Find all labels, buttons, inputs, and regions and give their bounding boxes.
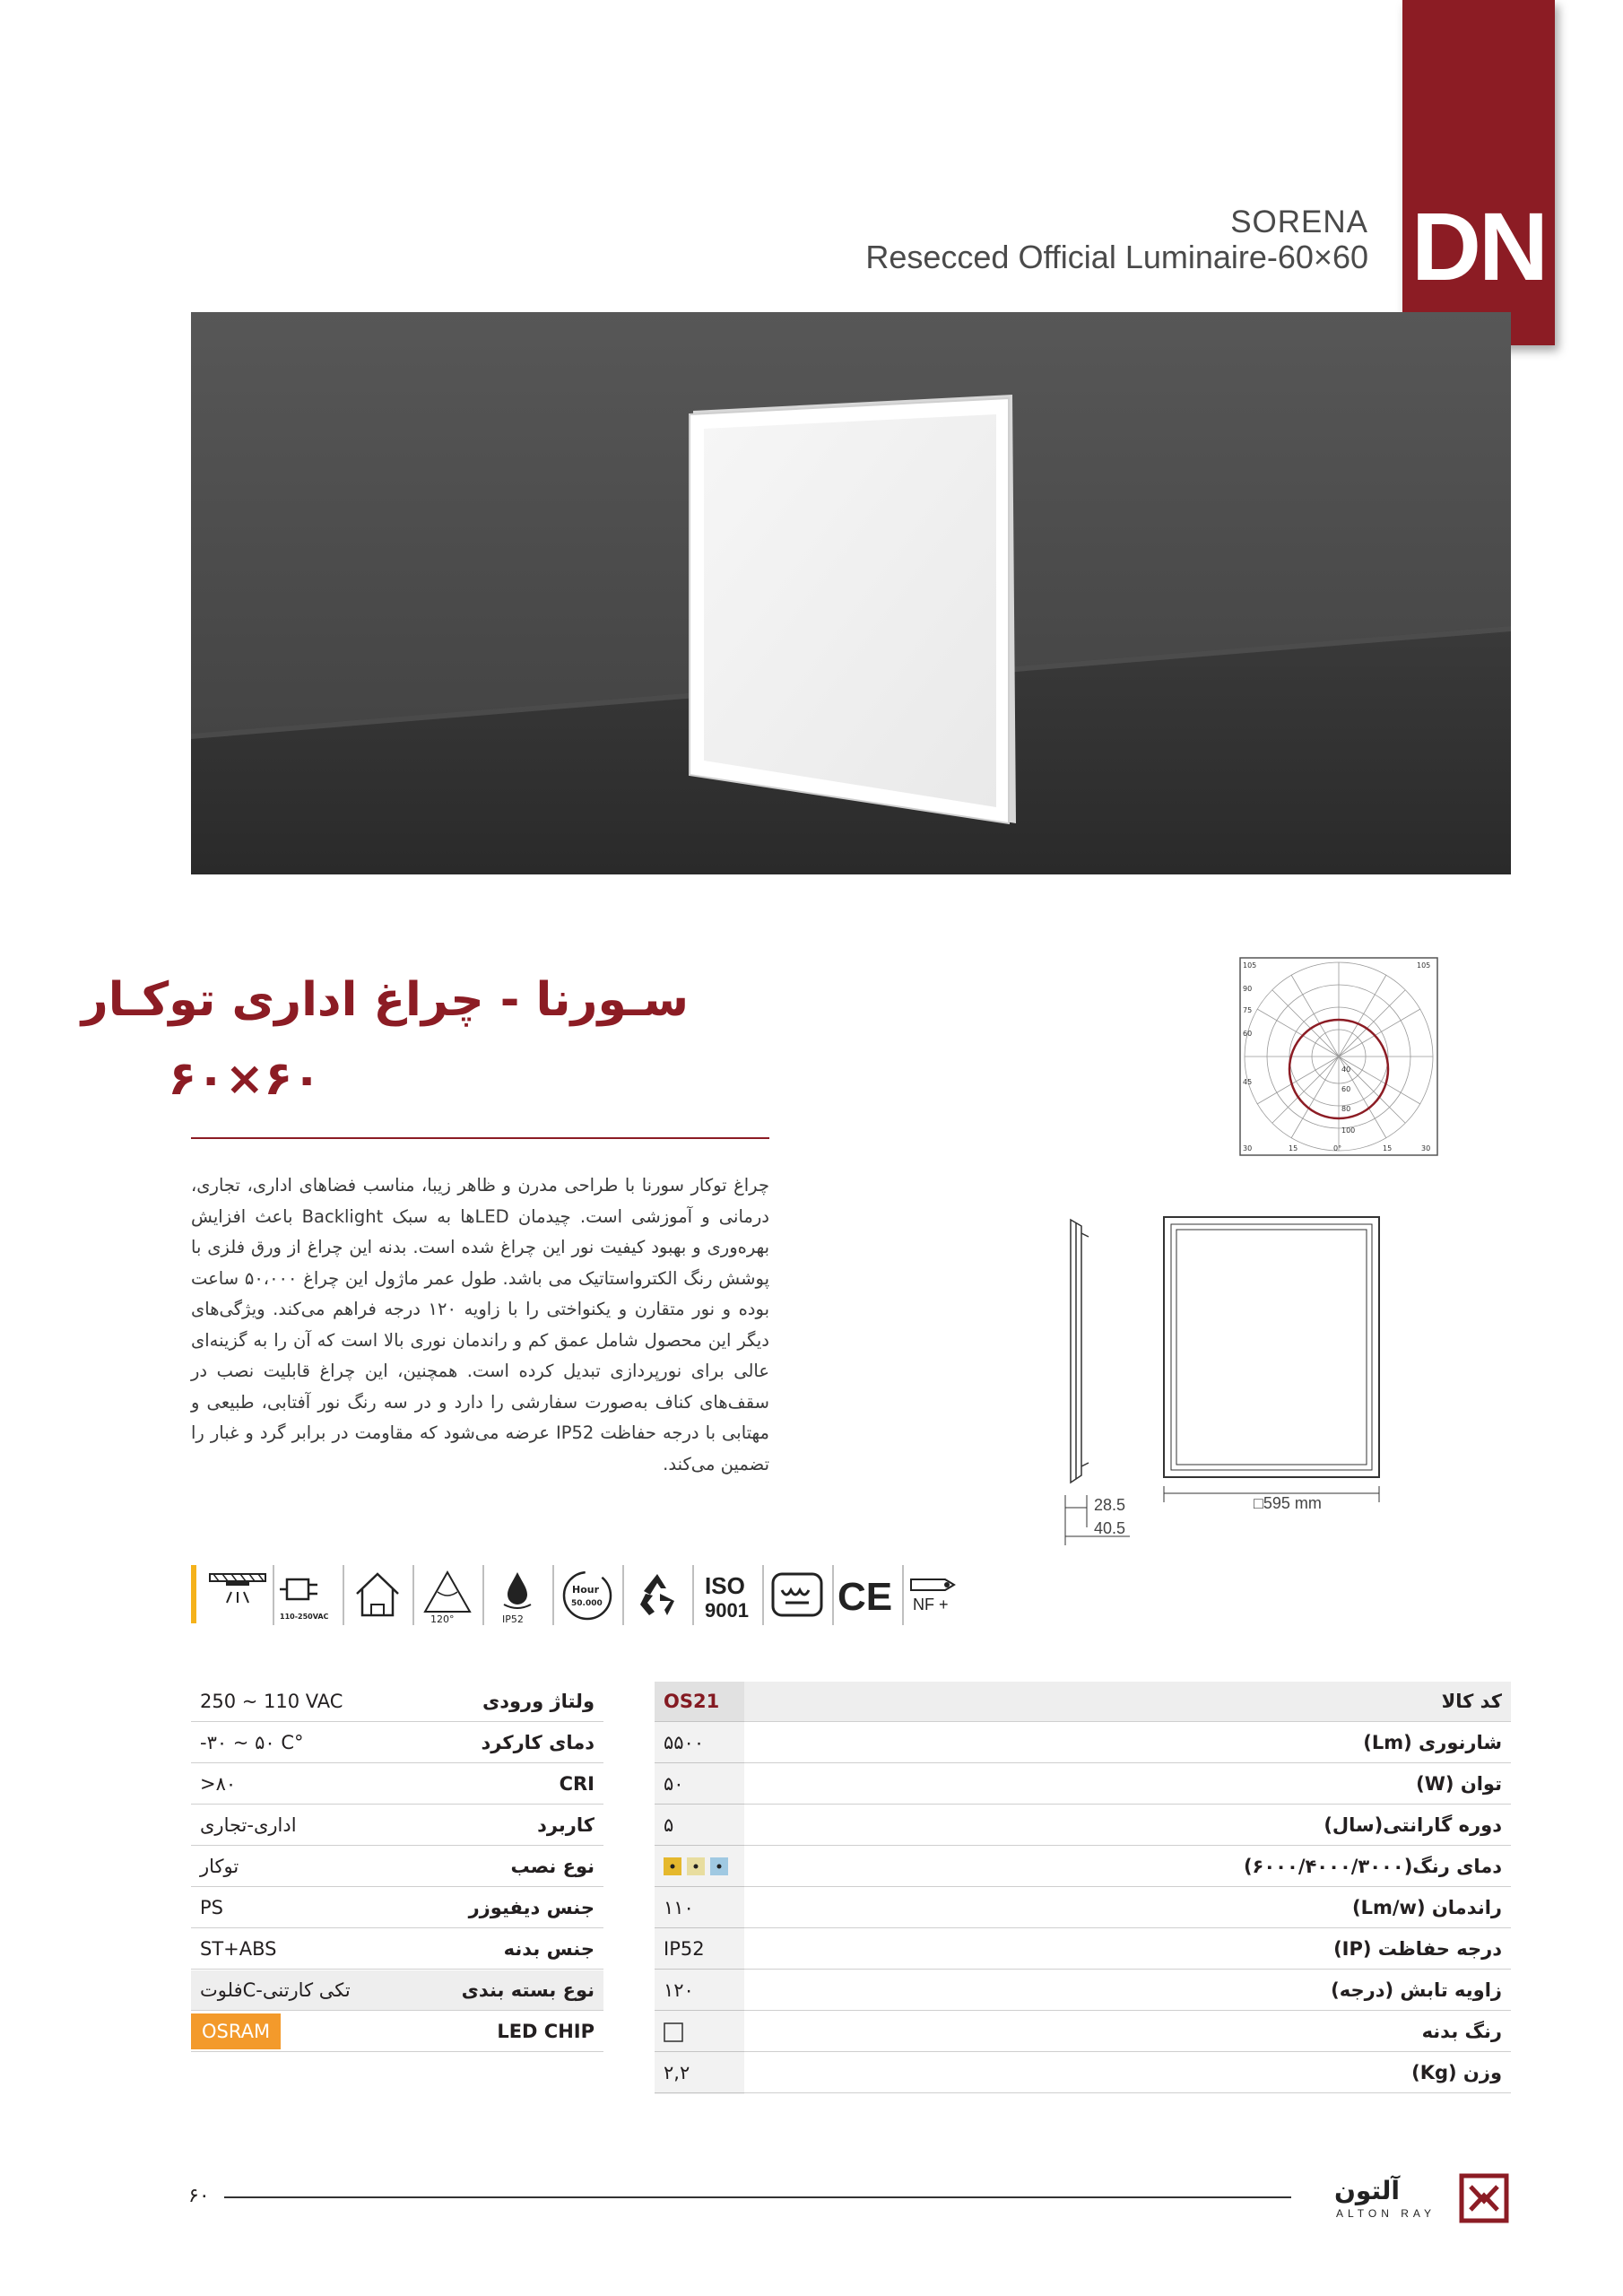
product-subtitle: Resecced Official Luminaire-60×60 — [865, 239, 1368, 275]
table-row — [655, 1847, 1511, 1887]
spec-label: زاویه تابش (درجه) — [1331, 1979, 1502, 2001]
ip-label: IP52 — [502, 1613, 524, 1625]
house-icon — [344, 1565, 414, 1625]
table-row — [655, 1929, 1511, 1970]
table-row — [655, 2012, 1511, 2052]
spec-value: PS — [200, 1897, 223, 1918]
table-row — [191, 1970, 603, 2011]
polar-label: 60 — [1341, 1085, 1351, 1093]
spec-value: تکی کارتنی-Cفلوت — [200, 1979, 351, 2001]
lifetime-icon — [554, 1565, 624, 1625]
alton-ray-logo — [1327, 2170, 1511, 2224]
spec-label: توان (W) — [1416, 1773, 1502, 1795]
table-row — [191, 1847, 603, 1887]
table-row — [655, 1723, 1511, 1763]
table-row — [655, 1682, 1511, 1722]
spec-label: درجه حفاظت (IP) — [1333, 1938, 1502, 1960]
polar-label: 0° — [1333, 1144, 1342, 1152]
angle-label: 120° — [430, 1613, 455, 1625]
spec-value: ۱۱۰ — [664, 1897, 694, 1918]
table-row — [191, 2012, 603, 2052]
page-number: ۶۰ — [188, 2185, 210, 2207]
polar-label: 40 — [1341, 1065, 1351, 1074]
width-label: □595 mm — [1254, 1494, 1322, 1512]
iso-icon — [694, 1565, 764, 1625]
dimension-drawing — [1049, 1206, 1471, 1561]
polar-label: 100 — [1341, 1126, 1356, 1135]
voltage-label: 110-250VAC — [280, 1613, 329, 1621]
spec-label: دوره گارانتی(سال) — [1324, 1814, 1502, 1836]
spec-value: ۵۰ — [664, 1773, 684, 1795]
product-description: چراغ توکار سورنا با طراحی مدرن و ظاهر زیبا، مناسب فضاهای اداری، تجاری، درمانی و آموزشی است. چیدمان LEDها به سبک Backlight باعث افزایش بهره‌وری و بهبود کیفیت نور این چراغ شده است. بدنه این چراغ از ورق فلزی با پوشش رنگ الکترواستاتیک می باشد. طول عمر ماژول این چراغ ۵۰،۰۰۰ ساعت بوده و نور متقارن و یکنواختی را با زاویه ۱۲۰ درجه فراهم می‌کند. ویژگی‌های دیگر این محصول شامل عمق کم و راندمان نوری بالا است که آن را به گزینه‌ای عالی برای نورپردازی تبدیل کرده است. همچنین، این چراغ قابلیت نصب در سقف‌های کناف به‌صورت سفارشی را دارد و در سه رنگ نور آفتابی، طبیعی و مهتابی با درجه حفاظت IP52 عرضه می‌شود که مقاومت در برابر گرد و غبار را تضمین می‌کند. — [191, 1175, 769, 1474]
iso-value: 9001 — [705, 1599, 749, 1622]
plug-icon — [274, 1565, 344, 1625]
polar-label: 30 — [1421, 1144, 1431, 1152]
table-row — [191, 1888, 603, 1928]
logo-wordmark-fa: آلتون — [1334, 2176, 1400, 2205]
hour-label: Hour — [572, 1584, 600, 1596]
depth-label: 40.5 — [1094, 1519, 1126, 1537]
spec-value: ۱۲۰ — [664, 1979, 694, 2001]
spec-label: کد کالا — [1441, 1691, 1502, 1712]
logo-wordmark-en: ALTON RAY — [1336, 2207, 1436, 2220]
hour-value: 50.000 — [571, 1599, 603, 1608]
footer-divider — [224, 2196, 1291, 2198]
polar-label: 15 — [1289, 1144, 1298, 1152]
color-temperature-swatches — [664, 1856, 728, 1877]
spec-value: اداری-تجاری — [200, 1814, 297, 1836]
spec-label: نوع بسته بندی — [461, 1979, 595, 2001]
spec-label: نوع نصب — [510, 1856, 595, 1877]
accent-bar — [191, 1565, 196, 1623]
led-chip-badge: OSRAM — [191, 2013, 281, 2049]
polar-label: 80 — [1341, 1105, 1351, 1113]
table-row — [191, 1723, 603, 1763]
spec-label: دمای کارکرد — [481, 1732, 595, 1753]
spec-value: ۵ — [664, 1814, 674, 1836]
polar-diagram — [1239, 957, 1438, 1156]
spec-value: ۵۵۰۰ — [664, 1732, 705, 1753]
product-photo — [191, 312, 1511, 874]
product-title: سـورنا - چراغ اداری توکـار — [81, 973, 689, 1027]
spec-value: ۲,۲ — [664, 2062, 690, 2083]
brand-name: SORENA — [1230, 204, 1368, 239]
spec-label: جنس دیفیوزر — [468, 1897, 595, 1918]
table-row — [191, 1764, 603, 1805]
spec-value: -۳۰ ~ ۵۰ C° — [200, 1732, 304, 1753]
spec-label: رنگ بدنه — [1421, 2021, 1502, 2042]
spec-value: توکار — [200, 1856, 239, 1877]
spec-label: CRI — [559, 1773, 595, 1795]
polar-label: 15 — [1383, 1144, 1393, 1152]
spec-label: وزن (Kg) — [1411, 2062, 1502, 2083]
beam-angle-icon — [414, 1565, 484, 1625]
ce-label: CE — [838, 1575, 893, 1619]
iso-label: ISO — [705, 1572, 745, 1599]
table-row — [655, 1805, 1511, 1846]
table-row — [655, 1970, 1511, 2011]
table-row — [655, 1888, 1511, 1928]
spec-label: LED CHIP — [497, 2021, 595, 2042]
depth-label: 28.5 — [1094, 1496, 1126, 1514]
polar-label: 105 — [1417, 961, 1431, 970]
spec-label: ولتاژ ورودی — [482, 1691, 595, 1712]
table-row — [191, 1929, 603, 1970]
nf-icon — [904, 1565, 972, 1625]
ce-icon — [834, 1565, 904, 1625]
polar-label: 75 — [1243, 1006, 1253, 1014]
spec-label: شارنوری (Lm) — [1363, 1732, 1502, 1753]
polar-label: 105 — [1243, 961, 1257, 970]
title-divider — [191, 1137, 769, 1139]
nf-label: NF + — [913, 1596, 949, 1613]
spec-label: دمای رنگ(۶۰۰۰/۴۰۰۰/۳۰۰۰) — [1243, 1856, 1502, 1877]
table-row — [655, 1764, 1511, 1805]
polar-label: 45 — [1243, 1078, 1253, 1086]
polar-label: 60 — [1243, 1030, 1253, 1038]
ip-rating-icon — [484, 1565, 554, 1625]
spec-label: راندمان (Lm/w) — [1352, 1897, 1502, 1918]
spec-value: >۸۰ — [200, 1773, 237, 1795]
section-code: DN — [1411, 192, 1546, 300]
table-row — [655, 2053, 1511, 2093]
polar-label: 30 — [1243, 1144, 1253, 1152]
spec-label: کاربرد — [537, 1814, 595, 1836]
spec-value: ST+ABS — [200, 1938, 277, 1960]
polar-label: 90 — [1243, 985, 1253, 993]
section-tab — [1402, 0, 1555, 345]
product-size: ۶۰×۶۰ — [168, 1052, 321, 1106]
spec-value: OS21 — [664, 1691, 720, 1712]
spec-value: 250 ~ 110 VAC — [200, 1691, 343, 1712]
recycle-icon — [624, 1565, 694, 1625]
standard-mark-icon — [764, 1565, 834, 1625]
spec-label: جنس بدنه — [503, 1938, 595, 1960]
body-color-swatch — [664, 2022, 683, 2042]
spec-value: IP52 — [664, 1938, 705, 1960]
table-row — [191, 1682, 603, 1722]
table-row — [191, 1805, 603, 1846]
recessed-ceiling-icon — [204, 1565, 274, 1625]
